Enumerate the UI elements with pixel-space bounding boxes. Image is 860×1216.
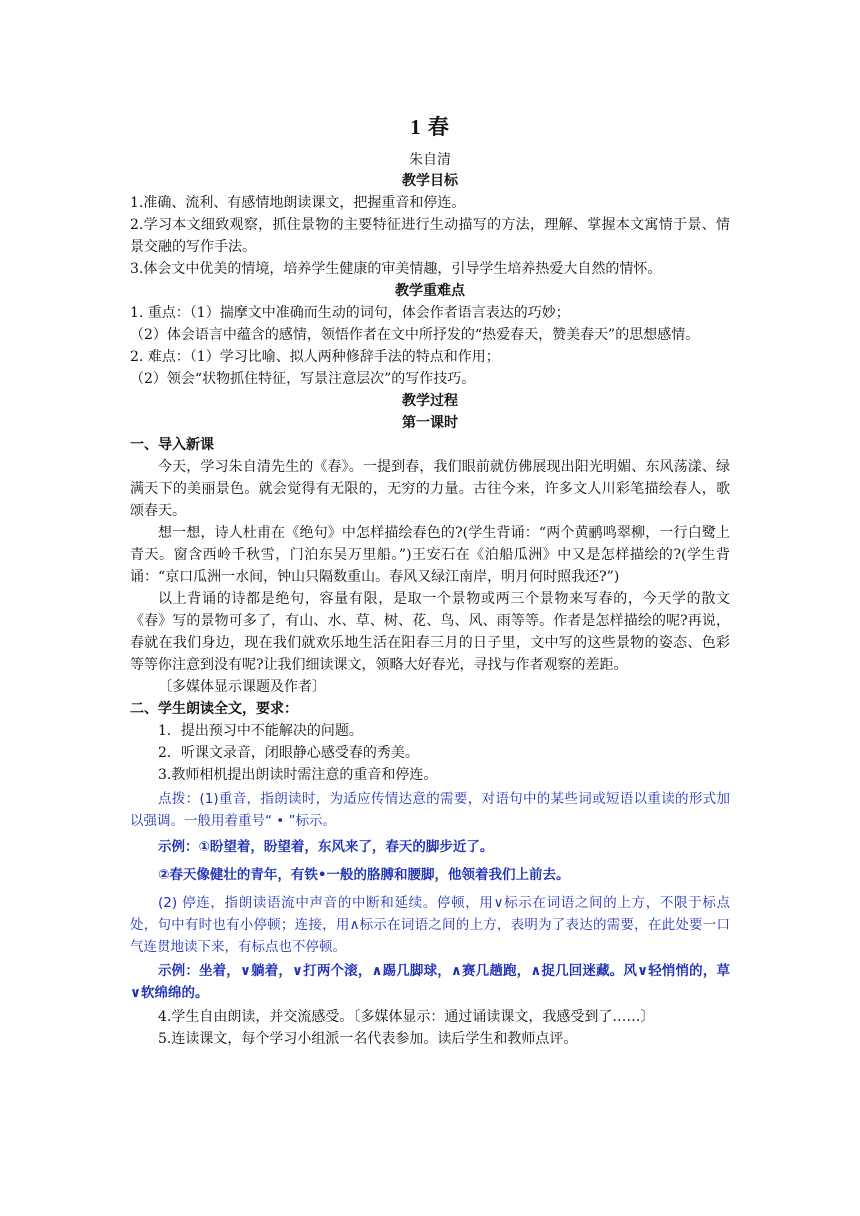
section-heading-lesson1: 第一课时 [402, 415, 458, 431]
goal-item: 3.体会文中优美的情境，培养学生健康的审美情趣，引导学生培养热爱大自然的情怀。 [130, 261, 662, 277]
key-point-item: 1. 重点：（1）揣摩文中准确而生动的词句，体会作者语言表达的巧妙； [130, 305, 570, 321]
example-pause: 示例：坐着，∨躺着，∨打两个滚，∧踢几脚球，∧赛几趟跑，∧捉几回迷藏。风∨轻悄悄的，草∨软绵绵的。 [130, 963, 730, 1001]
goal-item: 2.学习本文细致观察，抓住景物的主要特征进行生动描写的方法，理解、掌握本文寓情于景、情景交融的写作手法。 [130, 217, 730, 255]
section-heading-process: 教学过程 [402, 393, 458, 409]
example-stress-1: 示例：①盼望着，盼望着，东风来了，春天的脚步近了。 [158, 839, 494, 855]
key-point-item: 2. 难点：（1）学习比喻、拟人两种修辞手法的特点和作用； [130, 349, 500, 365]
tip-stress: 点拨：(1)重音，指朗读时，为适应传情达意的需要，对语句中的某些词或短语以重读的形式加以强调。一般用着重号“ • ”标示。 [130, 791, 730, 829]
list-item: 3.教师相机提出朗读时需注意的重音和停连。 [158, 767, 438, 783]
tip-pause: (2) 停连，指朗读语流中声音的中断和延续。停顿，用∨标示在词语之间的上方，不限于标点处，句中有时也有小停顿；连接，用∧标示在词语之间的上方，表明为了表达的需要，在此处要一口气连贯地读下来，有标点也不停顿。 [130, 895, 730, 955]
key-point-item: （2）体会语言中蕴含的感情，领悟作者在文中所抒发的“热爱春天，赞美春天”的思想感情。 [130, 327, 700, 343]
page-title: 1 春 [410, 115, 450, 139]
example-stress-2: ②春天像健壮的青年，有铁•一般的胳膊和腰脚，他领着我们上前去。 [158, 867, 570, 883]
key-point-item: （2）领会“状物抓住特征，写景注意层次”的写作技巧。 [130, 371, 476, 387]
list-item: 1．提出预习中不能解决的问题。 [158, 723, 363, 739]
part2-heading: 二、学生朗读全文，要求： [130, 701, 298, 717]
paragraph: 以上背诵的诗都是绝句，容量有限，是取一个景物或两三个景物来写春的，今天学的散文《春》写的景物可多了，有山、水、草、树、花、鸟、风、雨等等。作者是怎样描绘的呢?再说，春就在我们身边，现在我们就欢乐地生活在阳春三月的日子里，文中写的这些景物的姿态、色彩等等你注意到没有呢?让我们细读课文，领略大好春光，寻找与作者观察的差距。 [130, 591, 730, 673]
part1-heading: 一、导入新课 [130, 437, 214, 453]
media-note: 〔多媒体显示课题及作者〕 [158, 679, 326, 695]
goal-item: 1.准确、流利、有感情地朗读课文，把握重音和停连。 [130, 195, 466, 211]
author-name: 朱自清 [409, 152, 451, 168]
paragraph: 想一想，诗人杜甫在《绝句》中怎样描绘春色的?(学生背诵：“两个黄鹂鸣翠柳，一行白鹭上青天。窗含西岭千秋雪，门泊东吴万里船。”)王安石在《泊船瓜洲》中又是怎样描绘的?(学生背诵：“京口瓜洲一水间，钟山只隔数重山。春风又绿江南岸，明月何时照我还?”) [130, 525, 730, 585]
list-item: 2．听课文录音，闭眼静心感受春的秀美。 [158, 745, 419, 761]
paragraph: 今天，学习朱自清先生的《春》。一提到春，我们眼前就仿佛展现出阳光明媚、东风荡漾、绿满天下的美丽景色。就会觉得有无限的，无穷的力量。古往今来，许多文人川彩笔描绘春人，歌颂春天。 [130, 459, 730, 519]
list-item: 5.连读课文，每个学习小组派一名代表参加。读后学生和教师点评。 [158, 1031, 578, 1047]
list-item: 4.学生自由朗读，并交流感受。〔多媒体显示：通过诵读课文，我感受到了……〕 [158, 1009, 655, 1025]
section-heading-goals: 教学目标 [402, 173, 458, 189]
document-page [130, 112, 730, 1050]
section-heading-key-points: 教学重难点 [395, 283, 465, 299]
